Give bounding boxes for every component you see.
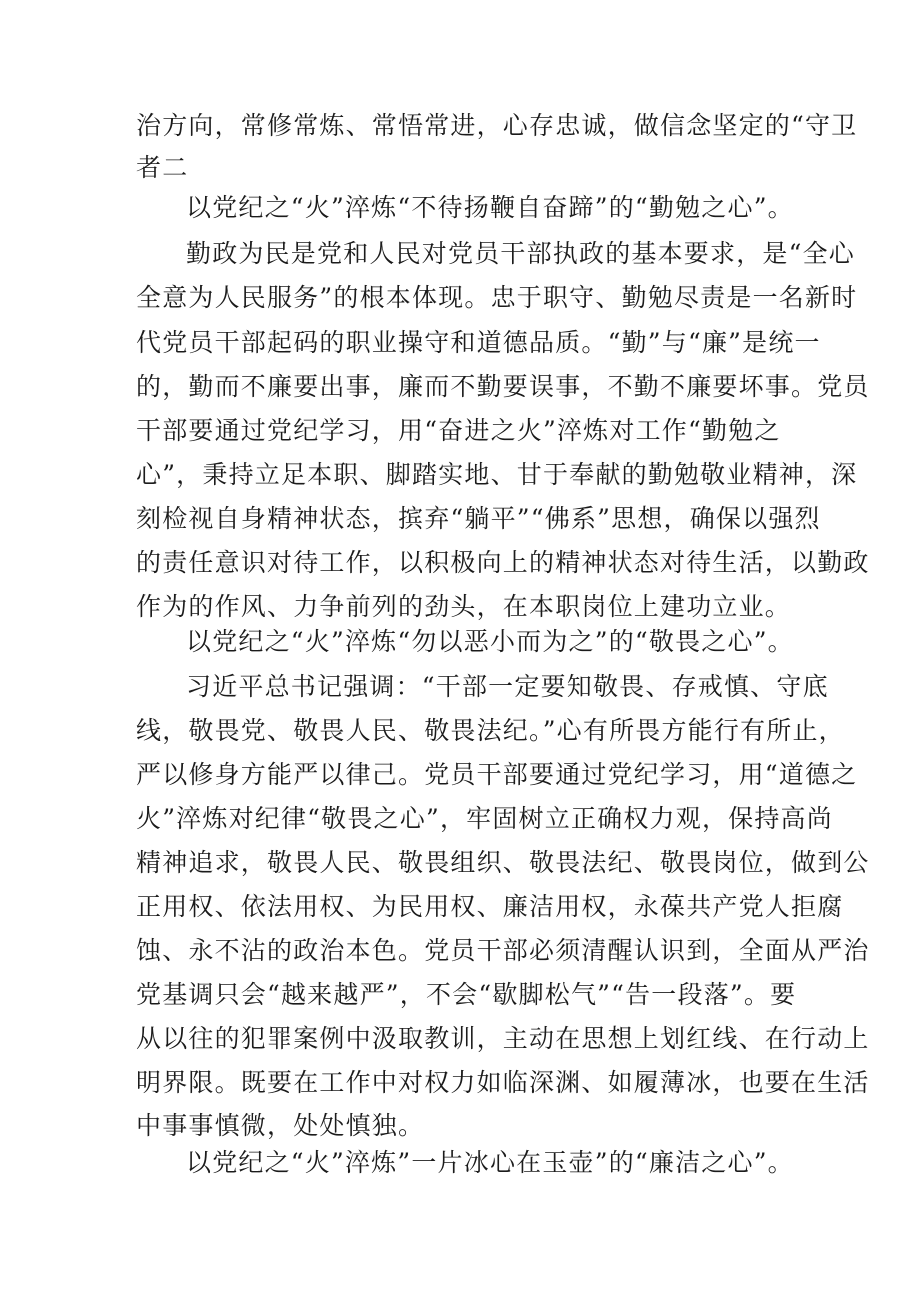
text-line: 蚀、永不沾的政治本色。党员干部必须清醒认识到，全面从严治 bbox=[136, 936, 870, 965]
text-line: 严以修身方能严以律己。党员干部要通过党纪学习，用“道德之 bbox=[136, 760, 858, 789]
paragraph-first-line: 习近平总书记强调：“干部一定要知敬畏、存戒慎、守底 bbox=[186, 672, 829, 701]
text-line: 的责任意识对待工作，以积极向上的精神状态对待生活，以勤政 bbox=[136, 548, 870, 577]
text-line: 明界限。既要在工作中对权力如临深渊、如履薄冰，也要在生活 bbox=[136, 1068, 870, 1097]
text-line: 心”，秉持立足本职、脚踏实地、甘于奉献的勤勉敬业精神，深 bbox=[136, 460, 858, 489]
text-line: 精神追求，敬畏人民、敬畏组织、敬畏法纪、敬畏岗位，做到公 bbox=[136, 848, 870, 877]
text-line: 代党员干部起码的职业操守和道德品质。“勤”与“廉”是统一 bbox=[136, 328, 821, 357]
text-line: 从以往的犯罪案例中汲取教训，主动在思想上划红线、在行动上 bbox=[136, 1024, 870, 1053]
text-line: 党基调只会“越来越严”，不会“歇脚松气”“告一段落”。要 bbox=[136, 980, 797, 1009]
text-line: 者二 bbox=[136, 153, 189, 182]
section-heading: 以党纪之“火”淬炼“勿以恶小而为之”的“敬畏之心”。 bbox=[186, 627, 794, 656]
text-line: 干部要通过党纪学习，用“奋进之火”淬炼对工作“勤勉之 bbox=[136, 416, 781, 445]
text-line: 线，敬畏党、敬畏人民、敬畏法纪。”心有所畏方能行有所止， bbox=[136, 716, 845, 745]
section-heading: 以党纪之“火”淬炼“不待扬鞭自奋蹄”的“勤勉之心”。 bbox=[186, 193, 794, 222]
section-heading: 以党纪之“火”淬炼”一片冰心在玉壶”的“廉洁之心”。 bbox=[186, 1148, 794, 1177]
text-line: 全意为人民服务”的根本体现。忠于职守、勤勉尽责是一名新时 bbox=[136, 283, 858, 312]
text-line: 刻检视自身精神状态，摈弃“躺平”“佛系”思想，确保以强烈 bbox=[136, 504, 821, 533]
paragraph-first-line: 勤政为民是党和人民对党员干部执政的基本要求，是“全心 bbox=[186, 239, 855, 268]
text-line: 中事事慎微，处处慎独。 bbox=[136, 1111, 425, 1140]
text-line: 作为的作风、力争前列的劲头，在本职岗位上建功立业。 bbox=[136, 592, 792, 621]
text-line: 火”淬炼对纪律“敬畏之心”，牢固树立正确权力观，保持高尚 bbox=[136, 804, 833, 833]
text-line: 正用权、依法用权、为民用权、廉洁用权，永葆共产党人拒腐 bbox=[136, 892, 844, 921]
text-line: 治方向，常修常炼、常悟常进，心存忠诚，做信念坚定的“守卫 bbox=[136, 111, 858, 140]
text-line: 的，勤而不廉要出事，廉而不勤要误事，不勤不廉要坏事。党员 bbox=[136, 372, 870, 401]
